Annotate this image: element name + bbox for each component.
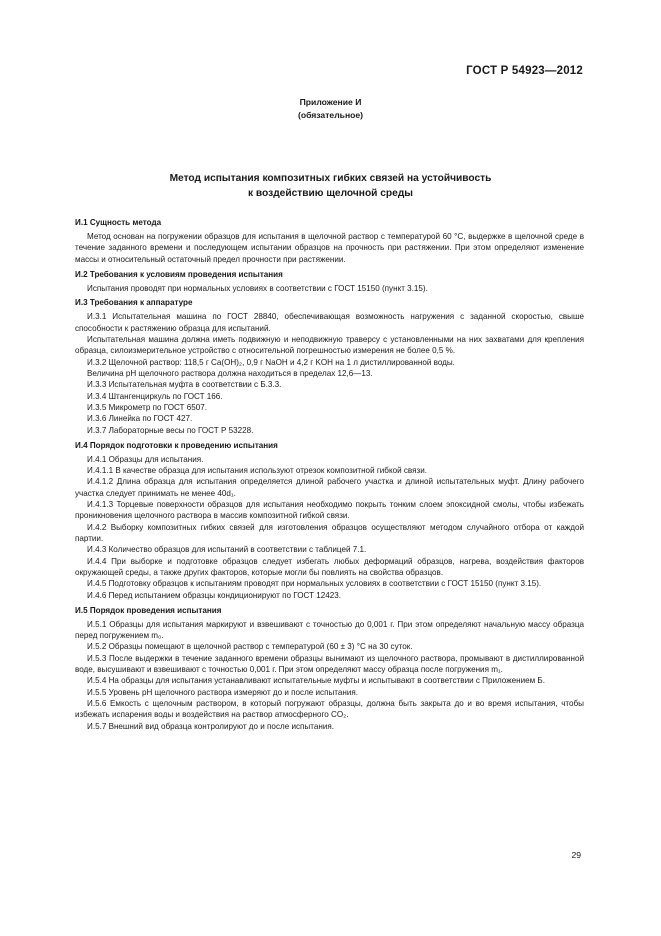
paragraph: Испытания проводят при нормальных условиях в соответствии с ГОСТ 15150 (пункт 3.15). — [87, 283, 428, 293]
document-title — [0, 172, 661, 201]
paragraph: Метод основан на погружении образцов для испытания в щелочной раствор с температурой 60 °С, выдержке в щелочной среде в течение заданного времени и последующем испытании образцов на прочность при растяжении. При этом определяют изменение массы и относительный остаточный предел прочности при растяжении. — [75, 231, 584, 264]
section-heading: И.1 Сущность метода — [75, 218, 162, 227]
paragraph: И.3.2 Щелочной раствор: 118,5 г Ca(OH)₂, 0,9 г NaOH и 4,2 г KOH на 1 л дистиллированной воды. — [87, 357, 455, 367]
section-heading: И.4 Порядок подготовки к проведению испытания — [75, 440, 278, 450]
paragraph: И.3.5 Микрометр по ГОСТ 6507. — [87, 403, 208, 413]
section-heading: И.2 Требования к условиям проведения испытания — [75, 269, 283, 279]
paragraph: И.5.6 Емкость с щелочным раствором, в который погружают образцы, должна быть закрыта до и во время испытания, чтобы избежать испарения воды и воздействия на раствор атмосферного CO₂. — [75, 699, 584, 720]
document-body — [75, 217, 584, 732]
paragraph: И.5.5 Уровень pH щелочного раствора измеряют до и после испытания. — [87, 687, 359, 697]
paragraph: Испытательная машина должна иметь подвижную и неподвижную траверсу с установленными на них захватами для крепления образца, силоизмерительное устройство с относительной погрешностью измерения не более 0,5 %. — [75, 335, 584, 356]
paragraph: И.5.4 На образцы для испытания устанавливают испытательные муфты и испытывают в соответствии с Приложением Б. — [87, 676, 545, 686]
paragraph: И.3.3 Испытательная муфта в соответствии с Б.3.3. — [87, 380, 282, 390]
paragraph: Величина pH щелочного раствора должна находиться в пределах 12,6—13. — [87, 369, 373, 379]
appendix-heading — [0, 96, 661, 122]
paragraph: И.4.1.3 Торцевые поверхности образцов для испытания необходимо покрыть тонким слоем эпоксидной смолы, чтобы избежать проникновения щелочного раствора в массив композитной гибкой связи. — [75, 500, 584, 521]
section-heading: И.5 Порядок проведения испытания — [75, 605, 222, 615]
title-line-2: к воздействию щелочной среды — [248, 187, 413, 199]
appendix-label: Приложение И — [299, 97, 362, 107]
paragraph: И.5.1 Образцы для испытания маркируют и взвешивают с точностью до 0,001 г. При этом определяют начальную массу образца перед погружением m₀. — [75, 619, 584, 641]
paragraph: И.4.4 При выборке и подготовке образцов следует избегать любых деформаций образцов, нагрева, воздействия факторов окружающей среды, а также других факторов, которые могли бы повлиять на свойства образцов. — [75, 556, 584, 578]
paragraph: И.4.1.1 В качестве образца для испытания используют отрезок композитной гибкой связи. — [87, 466, 427, 476]
paragraph: И.3.7 Лабораторные весы по ГОСТ Р 53228. — [87, 425, 254, 435]
paragraph: И.4.2 Выборку композитных гибких связей для изготовления образцов осуществляют методом случайного отбора от каждой партии. — [75, 522, 584, 544]
paragraph: И.5.3 После выдержки в течение заданного времени образцы вынимают из щелочного раствора, промывают в дистиллированной воде, высушивают и взвешивают с точностью 0,001 г. При этом определяют массу образца после погружения m₁. — [75, 653, 584, 675]
paragraph: И.4.3 Количество образцов для испытаний в соответствии с таблицей 7.1. — [87, 545, 367, 555]
paragraph: И.3.6 Линейка по ГОСТ 427. — [87, 414, 193, 424]
paragraph: И.3.4 Штангенциркуль по ГОСТ 166. — [87, 391, 223, 401]
title-line-1: Метод испытания композитных гибких связей на устойчивость — [169, 173, 492, 184]
paragraph: И.4.1.2 Длина образца для испытания определяется длиной рабочего участка и длиной испытательных муфт. Длину рабочего участка следует принимать не менее 40d₁. — [75, 477, 584, 498]
paragraph: И.5.7 Внешний вид образца контролируют до и после испытания. — [87, 721, 334, 731]
appendix-status: (обязательное) — [297, 110, 364, 120]
paragraph: И.3.1 Испытательная машина по ГОСТ 28840, обеспечивающая возможность нагружения с заданной скоростью, свыше способности к растяжению образца для испытаний. — [75, 312, 584, 333]
paragraph: И.5.2 Образцы помещают в щелочной раствор с температурой (60 ± 3) °С на 30 суток. — [87, 642, 413, 652]
page-number: 29 — [571, 850, 581, 860]
paragraph: И.4.6 Перед испытанием образцы кондиционируют по ГОСТ 12423. — [87, 590, 342, 600]
paragraph: И.4.5 Подготовку образцов к испытаниям проводят при нормальных условиях в соответствии с ГОСТ 15150 (пункт 3.15). — [87, 579, 542, 589]
paragraph: И.4.1 Образцы для испытания. — [87, 454, 204, 464]
standard-number: ГОСТ Р 54923—2012 — [466, 65, 583, 77]
section-heading: И.3 Требования к аппаратуре — [75, 298, 193, 308]
